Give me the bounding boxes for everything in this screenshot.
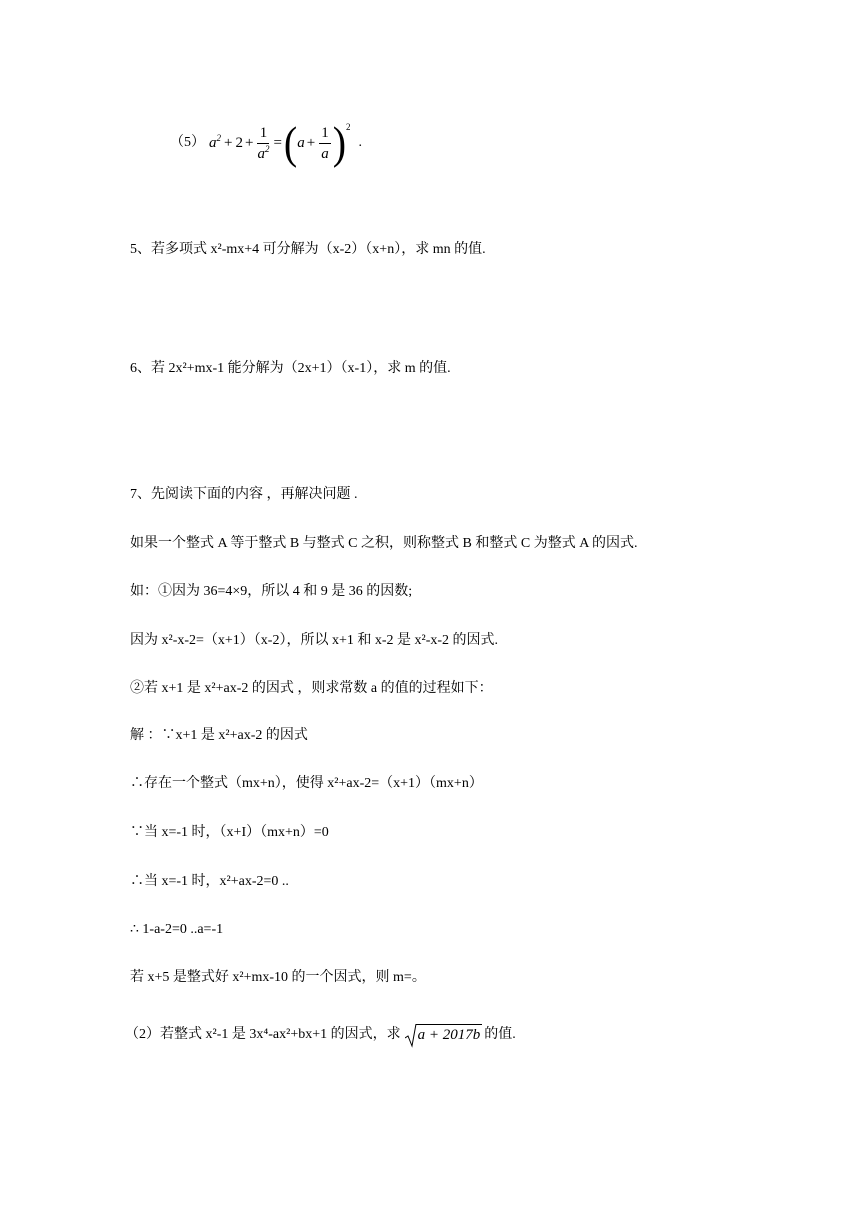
fraction-one-over-a-squared: $\frac{1}{a^2}$	[257, 124, 270, 162]
radicand: a + 2017b	[416, 1024, 483, 1045]
item-5-formula: （5） $a^2$ + 2 + $\frac{1}{a^2}$ = ( a + $\frac{1}{a}$ ) $^2$ .	[170, 116, 363, 169]
item-5-label: （5）	[170, 135, 205, 150]
sub-question-2-suffix: 的值.	[484, 1027, 516, 1042]
left-paren: (	[283, 116, 298, 169]
radical-sign-icon	[405, 1024, 417, 1048]
sub-question-2	[125, 1024, 516, 1046]
solution-line-2: ∴存在一个整式（mx+n），使得 x²+ax-2=（x+1）（mx+n）	[130, 776, 483, 791]
sub-question-1: 若 x+5 是整式好 x²+mx-10 的一个因式，则 m=。	[130, 970, 426, 985]
fraction-one-over-a: $\frac{1}{a}$	[321, 124, 329, 162]
sub-question-2-prefix: （2）若整式 x²-1 是 3x⁴-ax²+bx+1 的因式，求	[125, 1027, 401, 1042]
definition-text: 如果一个整式 A 等于整式 B 与整式 C 之积，则称整式 B 和整式 C 为整式 A 的因式.	[130, 536, 638, 551]
example-1: 如：①因为 36=4×9，所以 4 和 9 是 36 的因数;	[130, 584, 413, 599]
question-5: 5、若多项式 x²-mx+4 可分解为（x-2）（x+n），求 mn 的值.	[130, 242, 486, 257]
example-1b: 因为 x²-x-2=（x+1）（x-2），所以 x+1 和 x-2 是 x²-x-2 的因式.	[130, 633, 499, 648]
right-paren: )	[332, 116, 347, 169]
example-2: ②若 x+1 是 x²+ax-2 的因式 ，则求常数 a 的值的过程如下：	[130, 681, 493, 696]
plus-sign-2: +	[244, 135, 254, 151]
question-6: 6、若 2x²+mx-1 能分解为（2x+1）（x-1），求 m 的值.	[130, 361, 451, 376]
equals-sign: =	[273, 135, 282, 151]
question-7-title: 7、先阅读下面的内容 ，再解决问题 .	[130, 487, 358, 502]
solution-line-3: ∵当 x=-1 时，（x+I）（mx+n）=0	[130, 825, 329, 840]
solution-line-5: ∴ 1-a-2=0 ..a=-1	[130, 922, 224, 937]
solution-line-4: ∴当 x=-1 时，x²+ax-2=0 ..	[130, 874, 289, 889]
plus-sign: +	[224, 135, 233, 151]
formula-end-period: .	[358, 135, 363, 150]
sqrt-expression	[405, 1024, 483, 1046]
solution-line-1: 解 ：∵x+1 是 x²+ax-2 的因式	[130, 728, 308, 743]
var-a-2: a	[297, 135, 305, 151]
const-two: 2	[235, 135, 243, 151]
plus-sign-3: +	[306, 135, 316, 151]
var-a: $a^2$	[209, 133, 221, 151]
